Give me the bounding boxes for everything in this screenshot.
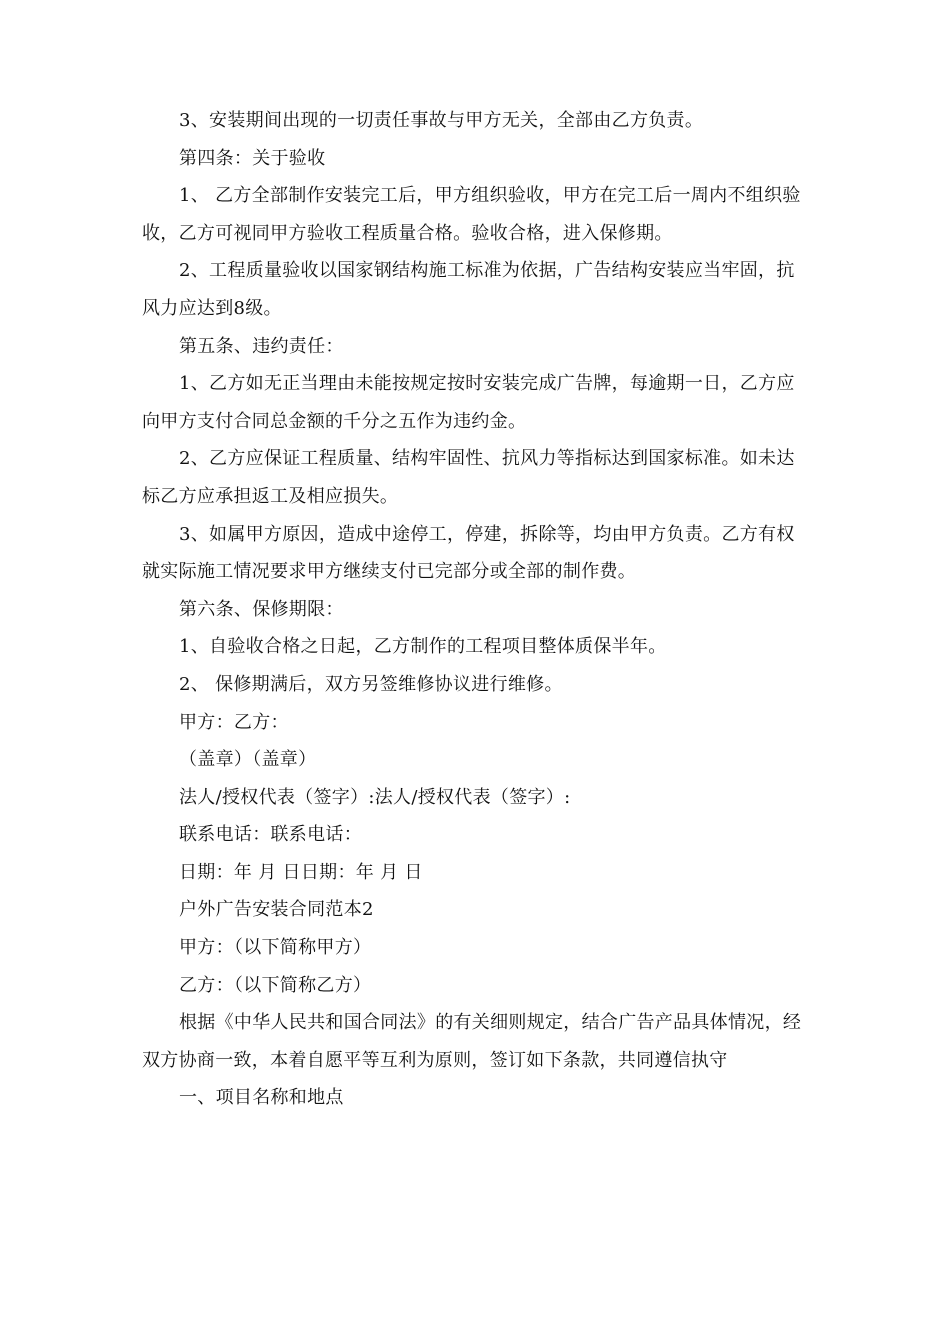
signature-representative: 法人/授权代表（签字）:法人/授权代表（签字）:: [179, 786, 571, 808]
document-body: [142, 102, 810, 1117]
party-b-line: 乙方：（以下简称乙方）: [179, 974, 372, 996]
article-4-item-2: 2、工程质量验收以国家钢结构施工标准为依据，广告结构安装应当牢固，抗风力应达到8级。: [142, 260, 795, 319]
party-a-line: 甲方：（以下简称甲方）: [179, 937, 372, 959]
preamble-paragraph: 根据《中华人民共和国合同法》的有关细则规定，结合广告产品具体情况，经双方协商一致，本着自愿平等互利为原则，签订如下条款，共同遵信执守: [142, 1012, 802, 1071]
article-5-item-3: 3、如属甲方原因，造成中途停工，停建，拆除等，均由甲方负责。乙方有权就实际施工情况要求甲方继续支付已完部分或全部的制作费。: [142, 523, 795, 583]
clause-3-liability: 3、安装期间出现的一切责任事故与甲方无关，全部由乙方负责。: [179, 110, 704, 131]
template-2-title: 户外广告安装合同范本2: [179, 899, 374, 921]
signature-seal: （盖章）（盖章）: [179, 749, 317, 771]
article-5-heading: 第五条、违约责任：: [179, 335, 344, 357]
article-6-item-2: 2、 保修期满后，双方另签维修协议进行维修。: [179, 673, 563, 695]
section-1-heading: 一、项目名称和地点: [179, 1087, 344, 1109]
article-6-item-1: 1、自验收合格之日起，乙方制作的工程项目整体质保半年。: [179, 636, 667, 658]
signature-parties: 甲方：乙方：: [179, 711, 289, 733]
article-5-item-1: 1、乙方如无正当理由未能按规定按时安装完成广告牌，每逾期一日，乙方应向甲方支付合同总金额的千分之五作为违约金。: [142, 373, 795, 432]
signature-date: 日期：年 月 日日期：年 月 日: [179, 861, 423, 883]
article-6-heading: 第六条、保修期限：: [179, 598, 344, 620]
article-4-heading: 第四条：关于验收: [179, 147, 326, 169]
article-4-item-1: 1、 乙方全部制作安装完工后，甲方组织验收，甲方在完工后一周内不组织验收，乙方可视同甲方验收工程质量合格。验收合格，进入保修期。: [142, 185, 801, 244]
signature-phone: 联系电话：联系电话：: [179, 824, 362, 846]
article-5-item-2: 2、乙方应保证工程质量、结构牢固性、抗风力等指标达到国家标准。如未达标乙方应承担返工及相应损失。: [142, 448, 795, 507]
